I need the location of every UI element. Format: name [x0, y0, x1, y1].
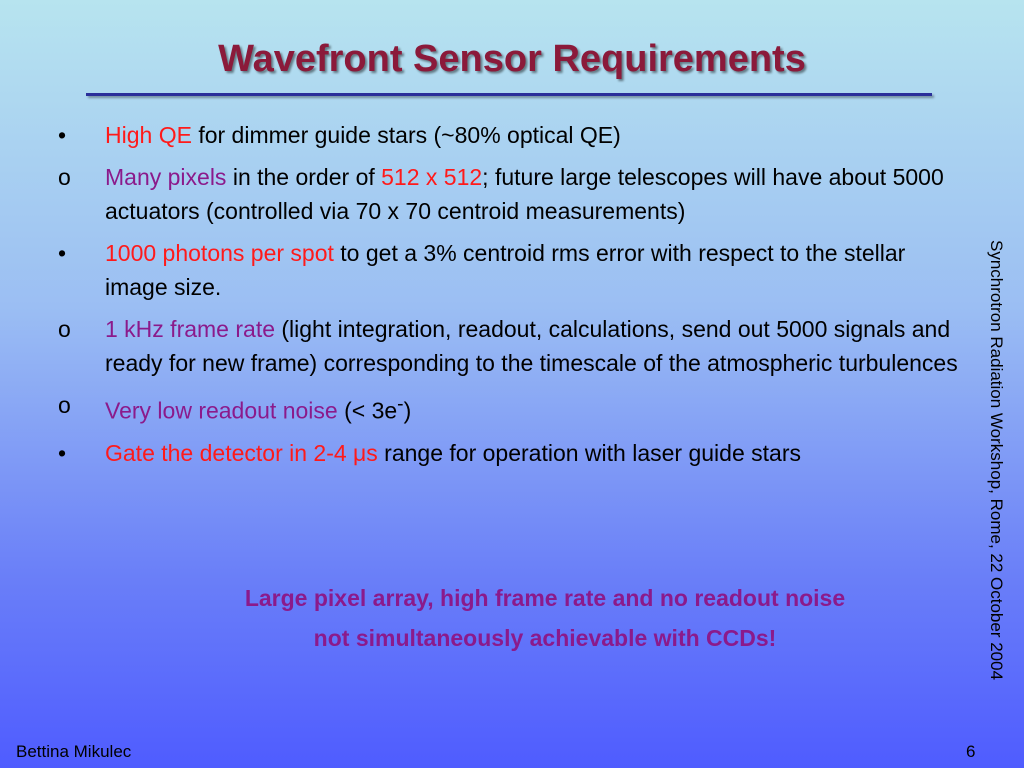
- bullet-circle-marker: o: [58, 392, 71, 418]
- list-item: [56, 236, 968, 304]
- list-item: [56, 312, 968, 380]
- list-item: [56, 118, 968, 152]
- workshop-side-label: Synchrotron Radiation Workshop, Rome, 22 October 2004: [987, 240, 1006, 681]
- item-body-text: to get a 3% centroid rms error with respect to the stellar image size.: [105, 240, 906, 300]
- list-item: [56, 160, 968, 228]
- requirements-list: [56, 118, 968, 478]
- item-body-text: in the order of: [226, 164, 382, 190]
- item-lead-text: Gate the detector in 2-4 μs: [105, 439, 378, 466]
- conclusion-callout: [130, 578, 960, 658]
- slide-title: Wavefront Sensor Requirements: [218, 38, 806, 80]
- item-body-text: range for operation with laser guide stars: [377, 439, 801, 466]
- bullet-circle-marker: o: [58, 164, 71, 190]
- list-item: [56, 388, 968, 428]
- callout-line: Large pixel array, high frame rate and no readout noise: [244, 585, 846, 611]
- item-body-text: (light integration, readout, calculations, send out 5000 signals and ready for new frame) corresponding to the timescale of the atmospheric turbulences: [105, 316, 958, 376]
- item-lead-text: 1 kHz frame rate: [105, 316, 275, 342]
- list-item: [56, 436, 968, 470]
- bullet-dot-marker: •: [58, 240, 67, 266]
- item-highlight-text: 512 x 512: [381, 164, 483, 190]
- callout-line: not simultaneously achievable with CCDs!: [313, 625, 777, 651]
- title-underline: [86, 93, 932, 96]
- bullet-dot-marker: •: [58, 439, 67, 466]
- item-lead-text: Many pixels: [105, 164, 227, 190]
- footer-author: Bettina Mikulec: [16, 742, 132, 761]
- superscript-minus: -: [397, 394, 404, 415]
- item-body-text: ): [403, 397, 412, 424]
- item-lead-text: 1000 photons per spot: [105, 240, 334, 266]
- item-body-text: for dimmer guide stars (~80% optical QE): [191, 122, 621, 148]
- bullet-circle-marker: o: [58, 316, 71, 342]
- page-number: 6: [966, 742, 976, 761]
- item-body-text: (< 3e: [337, 397, 398, 424]
- item-lead-text: High QE: [105, 122, 192, 148]
- bullet-dot-marker: •: [58, 122, 67, 148]
- item-lead-text: Very low readout noise: [105, 397, 338, 424]
- item-body-text: ; future large telescopes will have about 5000 actuators (controlled via 70 x 70 centroid measurements): [105, 164, 944, 224]
